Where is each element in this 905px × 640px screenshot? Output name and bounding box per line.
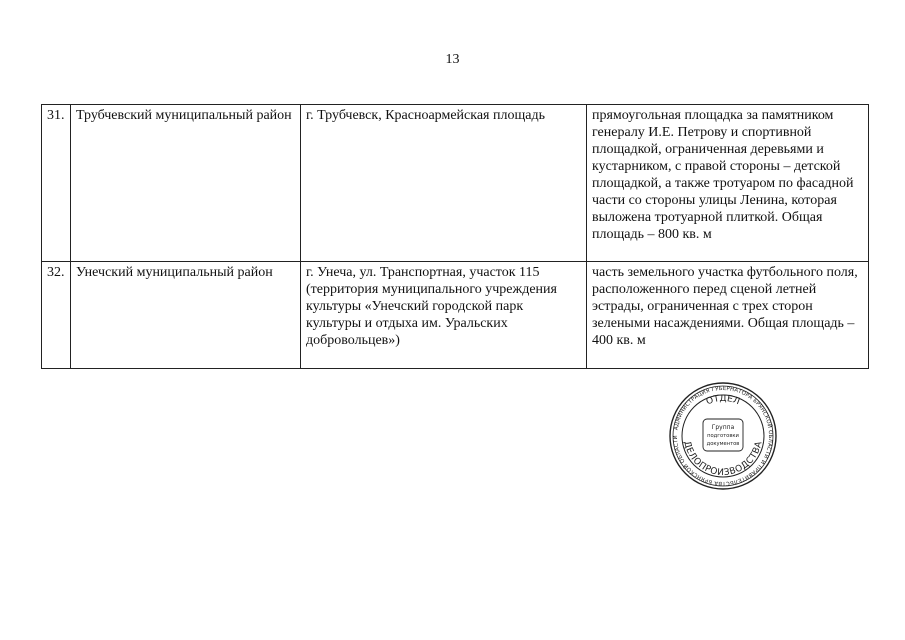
official-stamp xyxy=(668,381,778,491)
stamp-inner-line-3: документов xyxy=(706,441,740,447)
stamp-inner-line-2: подготовки xyxy=(707,433,739,439)
locations-table xyxy=(41,104,869,369)
table-row xyxy=(42,105,869,262)
district-cell: Трубчевский муниципальный район xyxy=(71,105,301,262)
page-number: 13 xyxy=(445,52,460,67)
row-number: 32. xyxy=(42,262,71,369)
description-cell: прямоугольная площадка за памятником генералу И.Е. Петрову и спортивной площадкой, ограниченная деревьями и кустарником, с правой стороны – детской площадкой, а также тротуаром по фасадной части со стороны улицы Ленина, которая выложена тротуарной плиткой. Общая площадь – 800 кв. м xyxy=(587,105,869,262)
address-cell: г. Трубчевск, Красноармейская площадь xyxy=(301,105,587,262)
stamp-top-word: ОТДЕЛ xyxy=(704,393,742,408)
row-number: 31. xyxy=(42,105,71,262)
district-cell: Унечский муниципальный район xyxy=(71,262,301,369)
stamp-bottom-word: ДЕЛОПРОИЗВОДСТВА xyxy=(681,440,765,479)
stamp-seal-icon xyxy=(668,381,778,491)
stamp-inner-line-1: Группа xyxy=(711,424,735,431)
address-cell: г. Унеча, ул. Транспортная, участок 115 (территория муниципального учреждения культуры «Унечский городской парк культуры и отдыха им. Уральских добровольцев») xyxy=(301,262,587,369)
table-row xyxy=(42,262,869,369)
description-cell: часть земельного участка футбольного поля, расположенного перед сценой летней эстрады, ограниченная с трех сторон зелеными насаждениями. Общая площадь – 400 кв. м xyxy=(587,262,869,369)
svg-text:ОТДЕЛ xyxy=(705,394,741,407)
stamp-outer-text: АДМИНИСТРАЦИЯ ГУБЕРНАТОРА БРЯНСКОЙ ОБЛАСТИ И ПРАВИТЕЛЬСТВА БРЯНСКОЙ ОБЛАСТИ xyxy=(672,385,774,487)
